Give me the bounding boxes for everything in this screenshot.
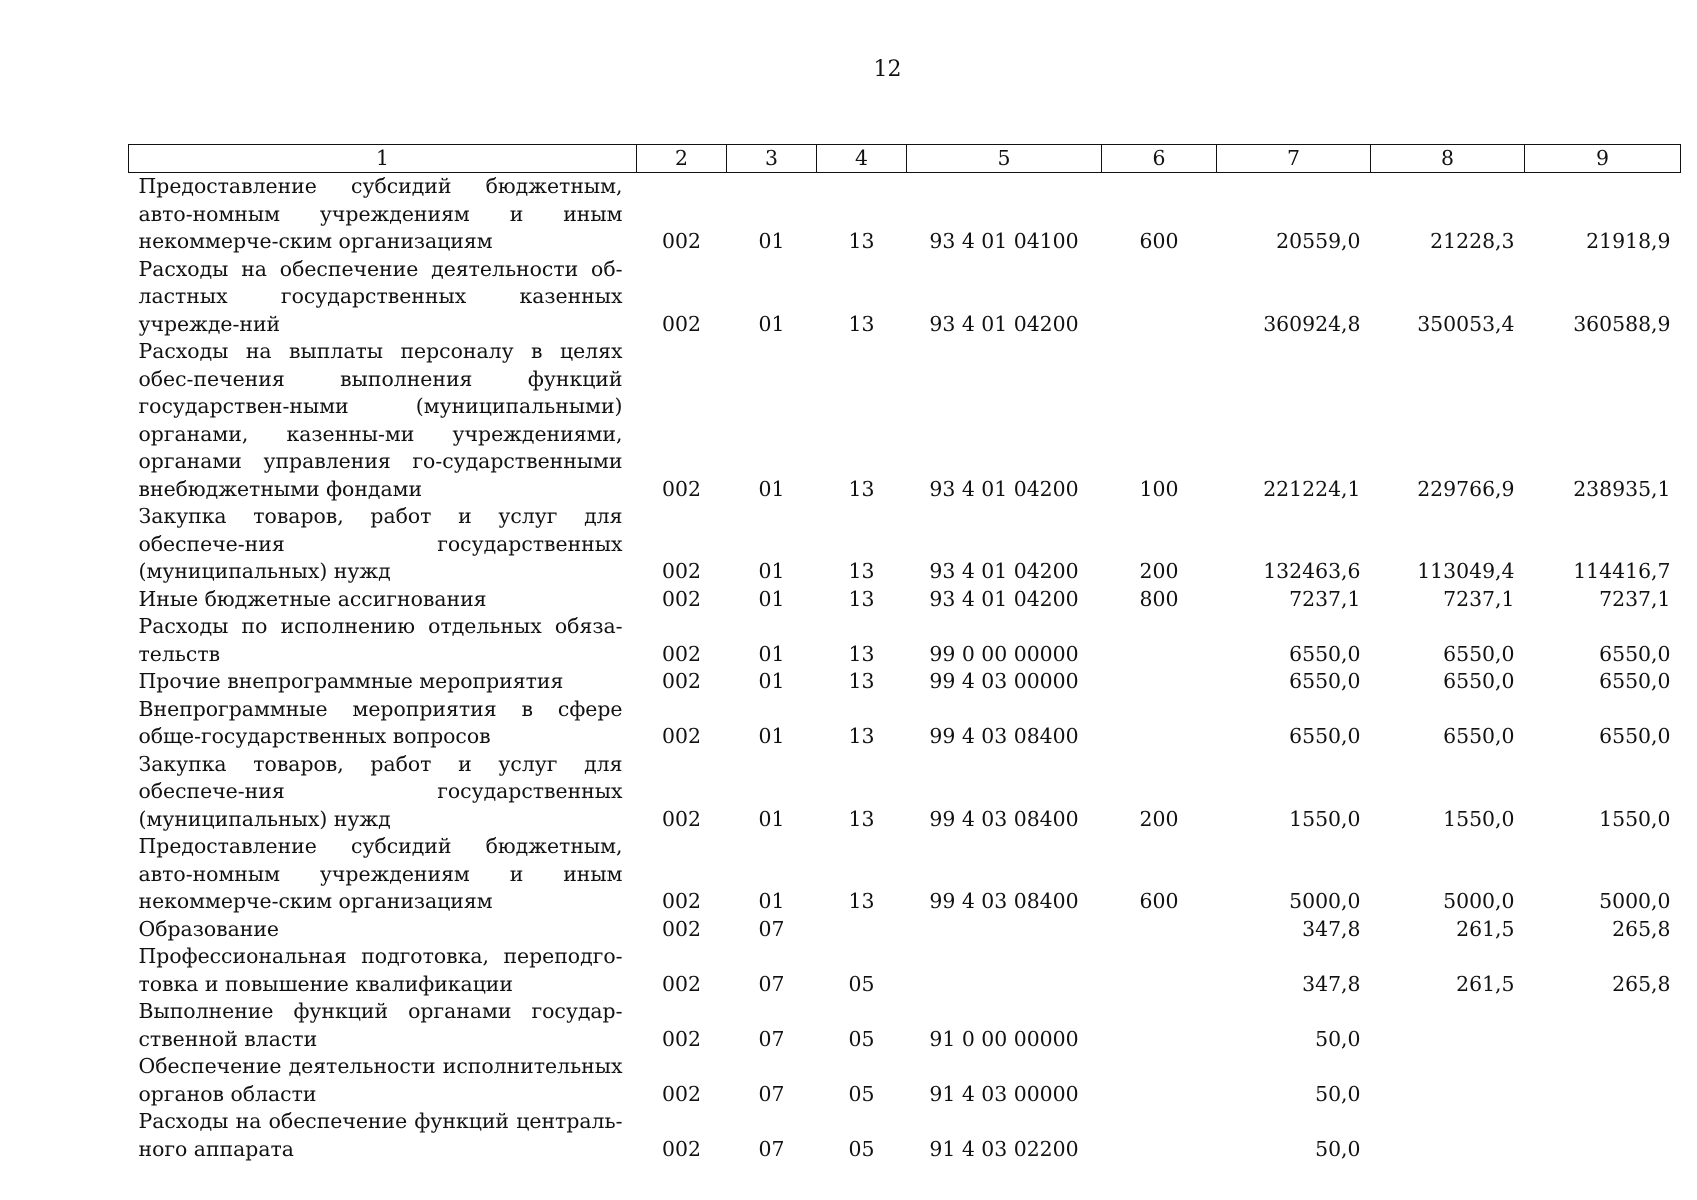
cell-col-3: 01 — [758, 476, 785, 501]
cell-col-9: 6550,0 — [1599, 724, 1671, 748]
cell-col-9 — [1525, 998, 1681, 1053]
cell-col-5: 93 4 01 04200 — [929, 311, 1079, 336]
table-row — [129, 256, 1681, 339]
cell-col-7: 1550,0 — [1289, 806, 1361, 831]
cell-col-5: 99 4 03 00000 — [929, 669, 1079, 693]
cell-col-6: 600 — [1139, 889, 1179, 913]
cell-col-6 — [1102, 1108, 1217, 1163]
cell-col-8 — [1371, 998, 1525, 1053]
cell-col-4: 13 — [848, 669, 875, 693]
cell-col-7: 7237,1 — [1289, 586, 1361, 611]
cell-col-5 — [907, 916, 1102, 944]
cell-col-4: 05 — [848, 1026, 875, 1051]
cell-col-4: 13 — [848, 586, 875, 611]
cell-col-2: 002 — [662, 559, 701, 583]
cell-col-2: 002 — [662, 669, 701, 693]
table-row — [129, 338, 1681, 503]
cell-col-6 — [1102, 998, 1217, 1053]
cell-col-8: 113049,4 — [1417, 559, 1515, 583]
cell-col-2: 002 — [662, 971, 701, 996]
table-row — [129, 503, 1681, 586]
column-header-6: 6 — [1102, 145, 1217, 173]
cell-col-8: 5000,0 — [1443, 889, 1515, 913]
cell-row-name: Выполнение функций органами государ-ственной власти — [138, 999, 623, 1051]
cell-col-3: 07 — [758, 971, 785, 996]
cell-col-8: 1550,0 — [1443, 806, 1515, 831]
cell-row-name: Образование — [138, 916, 279, 941]
table-row — [129, 173, 1681, 256]
cell-row-name: Профессиональная подготовка, переподго-товка и повышение квалификации — [138, 944, 623, 996]
cell-row-name: Закупка товаров, работ и услуг для обеспече-ния государственных (муниципальных) нужд — [138, 751, 623, 831]
cell-col-5: 91 4 03 00000 — [929, 1081, 1079, 1106]
cell-col-5: 93 4 01 04200 — [929, 476, 1079, 501]
cell-col-7: 6550,0 — [1289, 724, 1361, 748]
cell-col-9: 238935,1 — [1573, 476, 1671, 501]
cell-col-8: 261,5 — [1456, 916, 1515, 941]
cell-col-8: 6550,0 — [1443, 669, 1515, 693]
cell-col-2: 002 — [662, 1136, 701, 1161]
cell-col-2: 002 — [662, 311, 701, 336]
cell-col-9: 7237,1 — [1599, 586, 1671, 611]
budget-table — [128, 144, 1681, 1163]
cell-col-4: 13 — [848, 806, 875, 831]
cell-col-3: 01 — [758, 806, 785, 831]
page-number: 12 — [873, 57, 902, 82]
cell-col-8: 6550,0 — [1443, 724, 1515, 748]
cell-row-name: Расходы на обеспечение деятельности об-ластных государственных казенных учрежде-ний — [138, 256, 623, 336]
cell-col-7: 50,0 — [1315, 1136, 1361, 1161]
table-row — [129, 833, 1681, 916]
cell-col-9: 6550,0 — [1599, 669, 1671, 693]
cell-col-8: 350053,4 — [1417, 311, 1515, 336]
cell-col-7: 50,0 — [1315, 1081, 1361, 1106]
cell-col-9: 6550,0 — [1599, 641, 1671, 666]
cell-col-6 — [1102, 1053, 1217, 1108]
column-header-1: 1 — [129, 145, 637, 173]
cell-col-6: 800 — [1139, 586, 1179, 611]
cell-col-7: 360924,8 — [1263, 311, 1361, 336]
column-header-7: 7 — [1217, 145, 1371, 173]
cell-col-7: 132463,6 — [1263, 559, 1361, 583]
cell-col-4: 13 — [848, 889, 875, 913]
cell-col-5: 99 0 00 00000 — [929, 641, 1079, 666]
cell-col-9: 5000,0 — [1599, 889, 1671, 913]
table-row — [129, 613, 1681, 668]
cell-col-5: 93 4 01 04100 — [929, 229, 1079, 253]
cell-col-6: 200 — [1139, 806, 1179, 831]
cell-col-8: 229766,9 — [1417, 476, 1515, 501]
cell-row-name: Предоставление субсидий бюджетным, авто-номным учреждениям и иным некоммерче-ским организациям — [138, 834, 623, 913]
cell-col-2: 002 — [662, 586, 701, 611]
cell-col-4: 13 — [848, 476, 875, 501]
cell-col-3: 07 — [758, 916, 785, 941]
table-row — [129, 998, 1681, 1053]
cell-col-9 — [1525, 1053, 1681, 1108]
cell-col-7: 20559,0 — [1276, 229, 1361, 253]
cell-col-6: 100 — [1139, 476, 1179, 501]
cell-col-3: 07 — [758, 1026, 785, 1051]
cell-col-7: 221224,1 — [1263, 476, 1361, 501]
cell-col-2: 002 — [662, 916, 701, 941]
cell-col-3: 01 — [758, 889, 785, 913]
cell-col-4: 13 — [848, 724, 875, 748]
column-header-2: 2 — [637, 145, 727, 173]
cell-col-3: 07 — [758, 1136, 785, 1161]
cell-col-9 — [1525, 1108, 1681, 1163]
cell-col-5: 93 4 01 04200 — [929, 559, 1079, 583]
cell-col-3: 01 — [758, 311, 785, 336]
cell-row-name: Предоставление субсидий бюджетным, авто-номным учреждениям и иным некоммерче-ским организациям — [138, 174, 623, 253]
table-row — [129, 696, 1681, 751]
cell-col-2: 002 — [662, 889, 701, 913]
cell-col-4: 05 — [848, 1136, 875, 1161]
cell-col-2: 002 — [662, 476, 701, 501]
cell-col-3: 01 — [758, 669, 785, 693]
cell-row-name: Внепрограммные мероприятия в сфере обще-государственных вопросов — [138, 696, 623, 748]
cell-col-2: 002 — [662, 1081, 701, 1106]
table-body — [129, 173, 1681, 1164]
column-header-4: 4 — [817, 145, 907, 173]
cell-col-7: 50,0 — [1315, 1026, 1361, 1051]
cell-col-5: 91 4 03 02200 — [929, 1136, 1079, 1161]
cell-col-5: 99 4 03 08400 — [929, 806, 1079, 831]
cell-col-6 — [1102, 613, 1217, 668]
cell-col-5: 99 4 03 08400 — [929, 889, 1079, 913]
table-row — [129, 916, 1681, 944]
cell-col-7: 347,8 — [1302, 971, 1361, 996]
cell-col-7: 6550,0 — [1289, 641, 1361, 666]
cell-col-8 — [1371, 1108, 1525, 1163]
cell-col-2: 002 — [662, 724, 701, 748]
cell-col-3: 01 — [758, 559, 785, 583]
cell-col-3: 01 — [758, 724, 785, 748]
cell-col-5: 99 4 03 08400 — [929, 724, 1079, 748]
cell-col-5 — [907, 943, 1102, 998]
cell-col-3: 07 — [758, 1081, 785, 1106]
cell-row-name: Иные бюджетные ассигнования — [138, 586, 487, 611]
cell-col-4: 13 — [848, 559, 875, 583]
table-row — [129, 668, 1681, 696]
cell-row-name: Расходы на обеспечение функций централь-ного аппарата — [138, 1109, 623, 1161]
cell-col-6 — [1102, 916, 1217, 944]
table-row — [129, 1053, 1681, 1108]
cell-col-3: 01 — [758, 641, 785, 666]
cell-col-7: 5000,0 — [1289, 889, 1361, 913]
cell-row-name: Расходы по исполнению отдельных обяза-тельств — [138, 614, 623, 666]
column-header-3: 3 — [727, 145, 817, 173]
table-row — [129, 943, 1681, 998]
cell-col-4: 13 — [848, 229, 875, 253]
cell-col-7: 347,8 — [1302, 916, 1361, 941]
cell-col-5: 91 0 00 00000 — [929, 1026, 1079, 1051]
cell-col-8: 6550,0 — [1443, 641, 1515, 666]
cell-col-6: 200 — [1139, 559, 1179, 583]
table-row — [129, 751, 1681, 834]
cell-col-4: 13 — [848, 311, 875, 336]
cell-row-name: Прочие внепрограммные мероприятия — [138, 669, 564, 693]
column-header-9: 9 — [1525, 145, 1681, 173]
cell-col-9: 265,8 — [1612, 971, 1671, 996]
cell-col-2: 002 — [662, 641, 701, 666]
cell-col-8 — [1371, 1053, 1525, 1108]
cell-col-2: 002 — [662, 1026, 701, 1051]
cell-col-6 — [1102, 943, 1217, 998]
cell-col-6: 600 — [1139, 229, 1179, 253]
cell-col-2: 002 — [662, 229, 701, 253]
table-row — [129, 586, 1681, 614]
cell-col-8: 21228,3 — [1430, 229, 1515, 253]
cell-row-name: Расходы на выплаты персоналу в целях обес-печения выполнения функций государствен-ными (муниципальными) органами, казенны-ми учреждениями, органами управления го-сударственными внебюджетными фондами — [138, 339, 623, 501]
cell-col-8: 7237,1 — [1443, 586, 1515, 611]
cell-row-name: Закупка товаров, работ и услуг для обеспече-ния государственных (муниципальных) нужд — [138, 504, 623, 583]
cell-col-2: 002 — [662, 806, 701, 831]
cell-col-6 — [1102, 256, 1217, 339]
column-header-5: 5 — [907, 145, 1102, 173]
table-row — [129, 1108, 1681, 1163]
cell-col-4 — [817, 916, 907, 944]
cell-col-6 — [1102, 696, 1217, 751]
cell-col-3: 01 — [758, 229, 785, 253]
cell-col-4: 05 — [848, 1081, 875, 1106]
cell-col-3: 01 — [758, 586, 785, 611]
cell-col-4: 05 — [848, 971, 875, 996]
cell-col-4: 13 — [848, 641, 875, 666]
header-row — [129, 145, 1681, 173]
cell-col-9: 21918,9 — [1586, 229, 1671, 253]
column-header-8: 8 — [1371, 145, 1525, 173]
cell-col-9: 360588,9 — [1573, 311, 1671, 336]
cell-col-6 — [1102, 668, 1217, 696]
cell-col-9: 114416,7 — [1573, 559, 1671, 583]
cell-row-name: Обеспечение деятельности исполнительных органов области — [138, 1054, 623, 1106]
cell-col-7: 6550,0 — [1289, 669, 1361, 693]
cell-col-8: 261,5 — [1456, 971, 1515, 996]
cell-col-9: 265,8 — [1612, 916, 1671, 941]
cell-col-5: 93 4 01 04200 — [929, 586, 1079, 611]
cell-col-9: 1550,0 — [1599, 806, 1671, 831]
